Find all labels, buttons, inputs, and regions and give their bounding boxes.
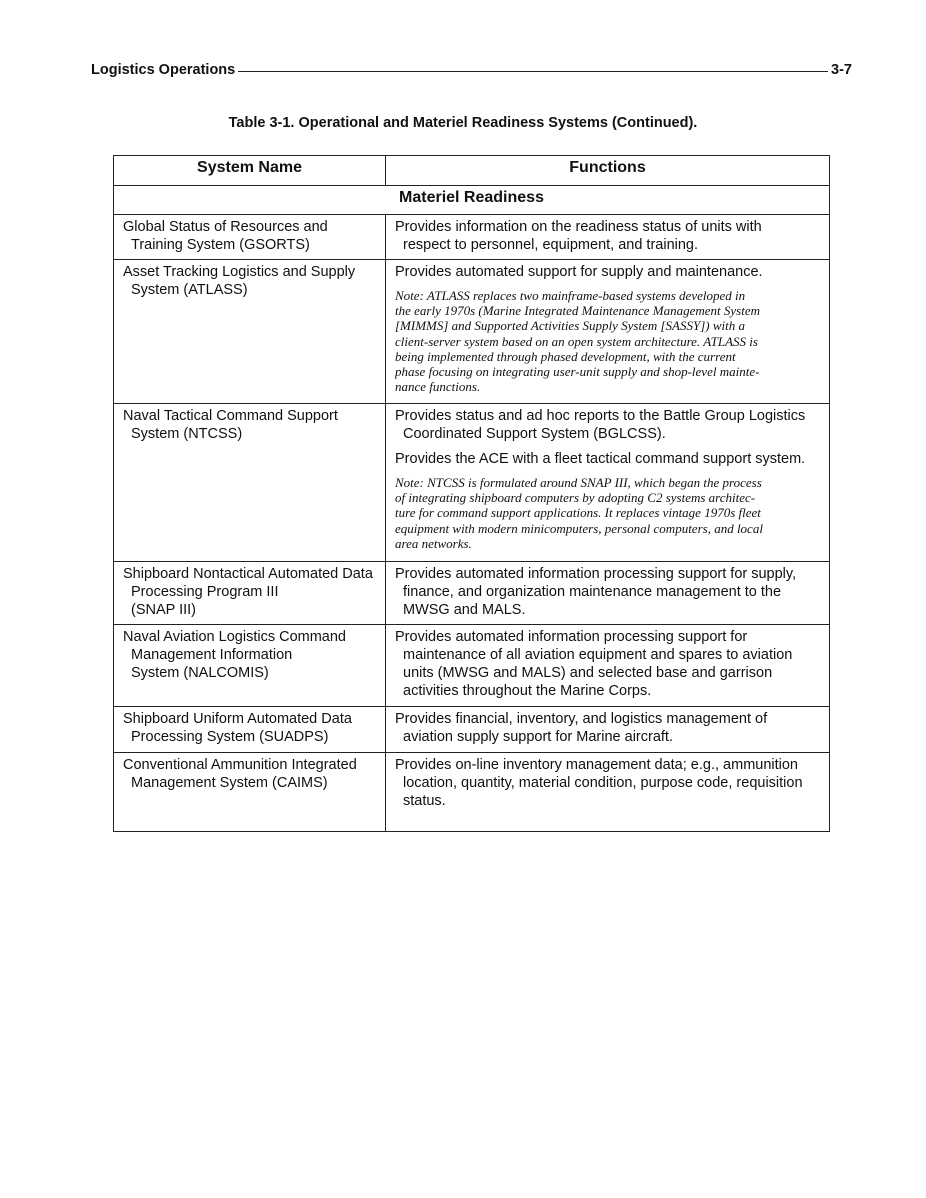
column-header-system-name: System Name <box>114 156 386 185</box>
system-name-cell <box>114 562 386 624</box>
function-line: Provides information on the readiness status of units with <box>395 219 762 235</box>
note-line: ture for command support applications. It replaces vintage 1970s fleet <box>395 505 761 521</box>
function-line: Provides automated support for supply and maintenance. <box>395 264 763 280</box>
function-paragraph <box>395 407 823 443</box>
page-number: 3-7 <box>831 62 852 78</box>
system-name-line: System (NALCOMIS) <box>131 665 269 681</box>
function-paragraph <box>395 450 823 468</box>
functions-cell <box>386 404 829 561</box>
system-name-cell <box>114 625 386 706</box>
functions-cell <box>386 707 829 752</box>
function-line: Provides automated information processing support for supply, <box>395 566 797 582</box>
function-line: Provides automated information processing support for <box>395 629 748 645</box>
note-line: of integrating shipboard computers by adopting C2 systems architec- <box>395 490 756 506</box>
function-line: Coordinated Support System (BGLCSS). <box>403 426 666 442</box>
function-paragraph <box>395 565 823 619</box>
function-line: activities throughout the Marine Corps. <box>403 683 652 699</box>
system-name-line: System (ATLASS) <box>131 282 248 298</box>
system-name-line: Processing System (SUADPS) <box>131 729 329 745</box>
system-name-line: Management System (CAIMS) <box>131 775 328 791</box>
table-row <box>114 259 829 403</box>
system-name-cell <box>114 707 386 752</box>
note-line: equipment with modern minicomputers, personal computers, and local <box>395 520 763 536</box>
function-line: Provides the ACE with a fleet tactical command support system. <box>395 451 806 467</box>
systems-table <box>113 155 830 832</box>
function-line: maintenance of all aviation equipment and spares to aviation <box>403 647 793 663</box>
system-name-line: Asset Tracking Logistics and Supply <box>123 264 356 280</box>
table-header-row <box>114 156 829 185</box>
system-name-cell <box>114 260 386 403</box>
function-paragraph <box>395 218 823 254</box>
functions-cell <box>386 215 829 259</box>
function-line: respect to personnel, equipment, and training. <box>403 237 699 253</box>
table-row <box>114 214 829 259</box>
table-row <box>114 561 829 624</box>
note-line: [MIMMS] and Supported Activities Supply System [SASSY]) with a <box>395 318 746 334</box>
note-line: area networks. <box>395 535 472 551</box>
table-row <box>114 624 829 706</box>
function-line: status. <box>403 793 446 809</box>
note-line: phase focusing on integrating user-unit supply and shop-level mainte- <box>395 364 760 380</box>
note-paragraph <box>395 288 823 394</box>
system-name-line: Processing Program III <box>131 584 279 600</box>
function-line: units (MWSG and MALS) and selected base and garrison <box>403 665 773 681</box>
note-line: Note: NTCSS is formulated around SNAP III, which began the process <box>395 475 762 490</box>
functions-cell <box>386 260 829 403</box>
system-name-line: System (NTCSS) <box>131 426 243 442</box>
system-name-line: Global Status of Resources and <box>123 219 328 235</box>
column-header-functions: Functions <box>569 159 646 176</box>
system-name-cell <box>114 215 386 259</box>
table-row <box>114 403 829 561</box>
note-line: nance functions. <box>395 379 481 395</box>
system-name-line: Shipboard Nontactical Automated Data <box>123 566 373 582</box>
system-name-line: Naval Tactical Command Support <box>123 408 338 424</box>
function-line: MWSG and MALS. <box>403 602 526 618</box>
system-name-line: Conventional Ammunition Integrated <box>123 757 357 773</box>
table-caption: Table 3-1. Operational and Materiel Readiness Systems (Continued). <box>228 115 698 131</box>
table-row <box>114 752 829 831</box>
system-name-line: Management Information <box>131 647 293 663</box>
system-name-line: Shipboard Uniform Automated Data <box>123 711 352 727</box>
functions-cell <box>386 753 829 831</box>
note-line: the early 1970s (Marine Integrated Maintenance Management System <box>395 303 760 319</box>
note-paragraph <box>395 475 823 551</box>
function-paragraph <box>395 710 823 746</box>
section-subheader: Materiel Readiness <box>399 189 544 206</box>
function-paragraph <box>395 756 823 810</box>
function-line: aviation supply support for Marine aircraft. <box>403 729 673 745</box>
system-name-line: (SNAP III) <box>131 602 196 618</box>
function-line: Provides on-line inventory management data; e.g., ammunition <box>395 757 798 773</box>
note-line: client-server system based on an open system architecture. ATLASS is <box>395 333 758 349</box>
note-line: being implemented through phased development, with the current <box>395 348 736 364</box>
function-line: location, quantity, material condition, purpose code, requisition <box>403 775 803 791</box>
function-line: Provides financial, inventory, and logistics management of <box>395 711 768 727</box>
system-name-cell <box>114 404 386 561</box>
function-line: Provides status and ad hoc reports to the Battle Group Logistics <box>395 408 806 424</box>
function-line: finance, and organization maintenance management to the <box>403 584 782 600</box>
table-subheader-row <box>114 185 829 214</box>
header-rule <box>238 71 828 72</box>
system-name-cell <box>114 753 386 831</box>
section-title: Logistics Operations <box>91 62 236 78</box>
note-line: Note: ATLASS replaces two mainframe-based systems developed in <box>395 288 746 303</box>
functions-cell <box>386 562 829 624</box>
system-name-line: Naval Aviation Logistics Command <box>123 629 346 645</box>
function-paragraph <box>395 263 823 281</box>
function-paragraph <box>395 628 823 700</box>
running-header <box>91 60 852 80</box>
table-row <box>114 706 829 752</box>
system-name-line: Training System (GSORTS) <box>131 237 310 253</box>
functions-cell <box>386 625 829 706</box>
